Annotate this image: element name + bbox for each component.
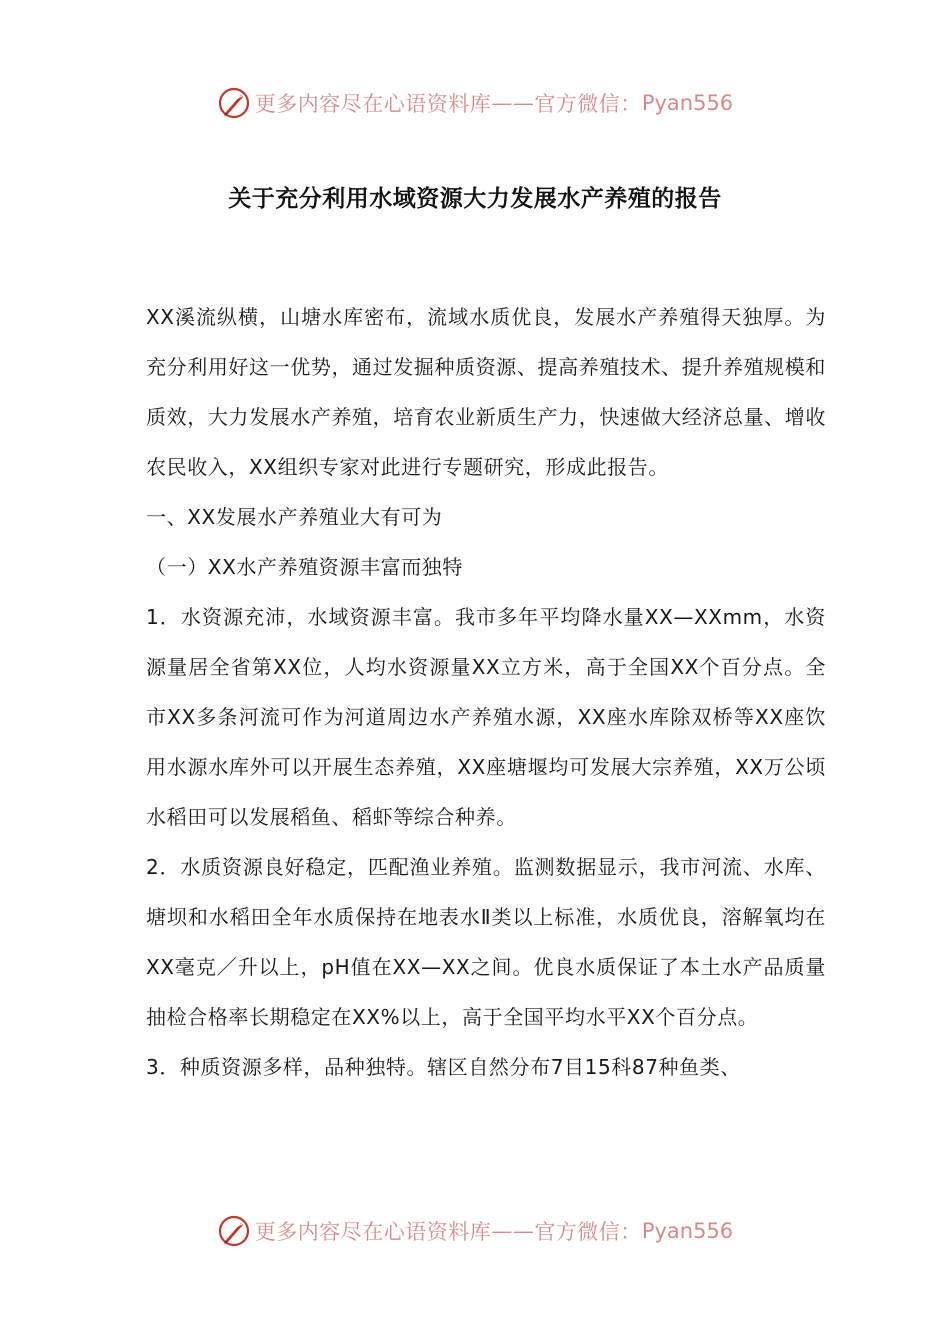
section-heading-1: 一、XX发展水产养殖业大有可为 [146,505,443,529]
document-body [146,292,826,1092]
watermark-wechat-id: Pyan556 [641,1219,734,1243]
paragraph-item-3: 3．种质资源多样，品种独特。辖区自然分布7目15科87种鱼类、 [146,1055,741,1079]
watermark-brand-text: 更多内容尽在心语资料库 [254,92,492,116]
watermark-wechat-label: 官方微信： [534,1220,642,1244]
watermark-dash: —— [491,91,535,115]
watermark-wechat-label: 官方微信： [534,92,642,116]
watermark-wechat-id: Pyan556 [641,91,734,115]
watermark-banner-top [0,83,950,123]
subsection-heading-1: （一）XX水产养殖资源丰富而独特 [146,555,464,579]
paragraph-item-2: 2．水质资源良好稳定，匹配渔业养殖。监测数据显示，我市河流、水库、塘坝和水稻田全年水质保持在地表水Ⅱ类以上标准，水质优良，溶解氧均在XX毫克／升以上，pH值在XX—XX之间。优良水质保证了本土水产品质量抽检合格率长期稳定在XX%以上，高于全国平均水平XX个百分点。 [146,855,826,1029]
paragraph-intro: XX溪流纵横，山塘水库密布，流域水质优良，发展水产养殖得天独厚。为充分利用好这一优势，通过发掘种质资源、提高养殖技术、提升养殖规模和质效，大力发展水产养殖，培育农业新质生产力，快速做大经济总量、增收农民收入，XX组织专家对此进行专题研究，形成此报告。 [146,305,826,479]
quill-logo-icon [217,86,251,120]
paragraph-item-1: 1．水资源充沛，水域资源丰富。我市多年平均降水量XX—XXmm，水资源量居全省第XX位，人均水资源量XX立方米，高于全国XX个百分点。全市XX多条河流可作为河道周边水产养殖水源，XX座水库除双桥等XX座饮用水源水库外可以开展生态养殖，XX座塘堰均可发展大宗养殖，XX万公顷水稻田可以发展稻鱼、稻虾等综合种养。 [146,605,826,829]
watermark-dash: —— [491,1219,535,1243]
document-title: 关于充分利用水域资源大力发展水产养殖的报告 [228,186,722,212]
watermark-brand-text: 更多内容尽在心语资料库 [254,1220,492,1244]
watermark-banner-bottom [0,1211,950,1251]
quill-logo-icon [217,1214,251,1248]
